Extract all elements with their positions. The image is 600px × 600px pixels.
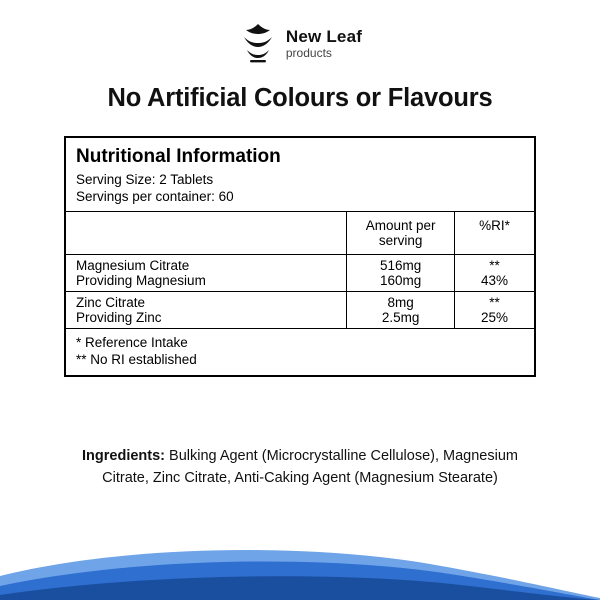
nutrition-table — [66, 211, 534, 328]
ingredients-block — [62, 446, 538, 490]
footnote-ri: * Reference Intake — [76, 335, 188, 350]
row-name: Providing Zinc — [66, 310, 347, 328]
table-row — [66, 310, 534, 328]
table-row — [66, 292, 534, 311]
table-row — [66, 255, 534, 274]
page-title: No Artificial Colours or Flavours — [107, 84, 493, 112]
row-ri: 25% — [480, 310, 508, 325]
row-amount: 2.5mg — [347, 310, 455, 328]
row-amount: 160mg — [347, 273, 455, 292]
header-amount-per-serving: Amount per serving — [347, 212, 455, 255]
footnote-no-ri: ** No RI established — [76, 352, 197, 367]
row-name: Zinc Citrate — [66, 292, 347, 311]
table-row — [66, 273, 534, 292]
row-ri: ** — [454, 255, 534, 274]
nutrition-panel — [64, 136, 536, 377]
brand-name: New Leaf — [285, 26, 363, 46]
table-header-row — [66, 212, 534, 255]
row-ri: ** — [454, 292, 534, 311]
leaf-fountain-icon — [238, 22, 278, 64]
footer-wave-decoration — [0, 528, 600, 600]
row-name: Magnesium Citrate — [66, 255, 347, 274]
row-amount: 516mg — [347, 255, 455, 274]
ingredients-text: Bulking Agent (Microcrystalline Cellulose), Magnesium Citrate, Zinc Citrate, Anti-Caking Agent (Magnesium Stearate) — [102, 448, 518, 486]
brand-wordmark — [286, 28, 362, 59]
header-ri: %RI* — [454, 212, 534, 255]
header-blank — [66, 212, 347, 255]
footnotes — [66, 328, 534, 375]
ingredients-label: Ingredients: — [82, 448, 165, 464]
serving-size: Serving Size: 2 Tablets — [76, 172, 214, 187]
brand-header — [0, 0, 600, 68]
panel-title: Nutritional Information — [76, 146, 281, 167]
servings-per-container: Servings per container: 60 — [76, 189, 234, 204]
row-name: Providing Magnesium — [66, 273, 347, 292]
row-ri: 43% — [480, 273, 508, 288]
brand-subtitle: products — [285, 45, 332, 60]
row-amount: 8mg — [347, 292, 455, 311]
